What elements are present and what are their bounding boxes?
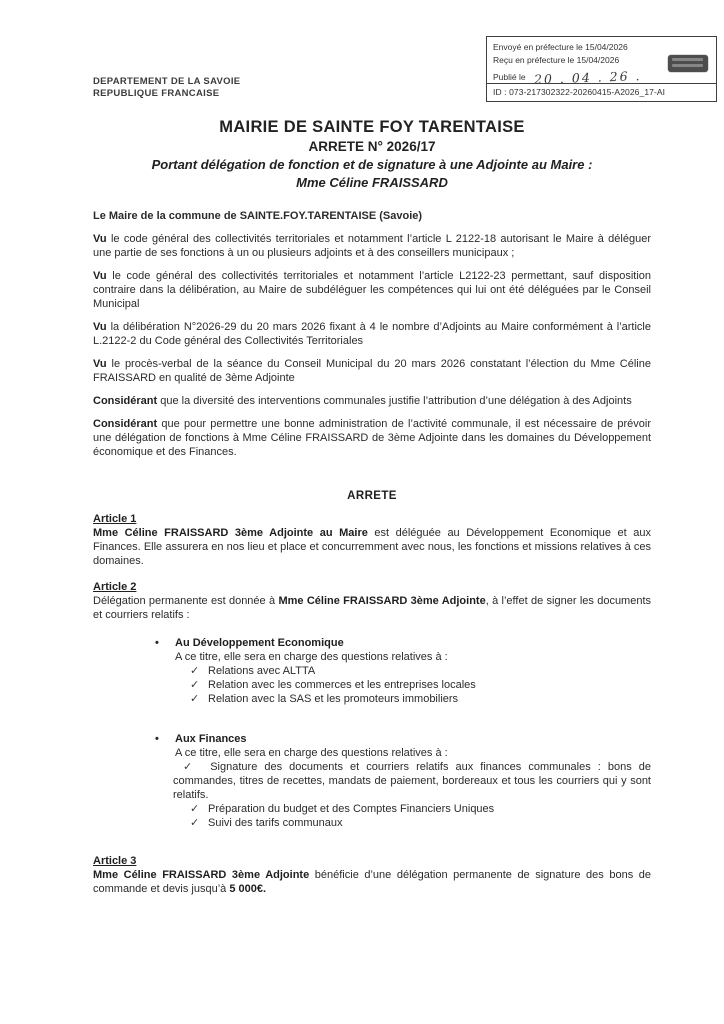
doc-title: MAIRIE DE SAINTE FOY TARENTAISE — [219, 118, 525, 136]
doc-subject-line2: Mme Céline FRAISSARD — [296, 175, 448, 190]
article-1-text — [93, 526, 651, 568]
article-1-heading: Article 1 — [93, 513, 137, 525]
delegation-eco-item-text: Relation avec la SAS et les promoteurs immobiliers — [208, 693, 459, 705]
delegation-finances-item-text: Préparation du budget et des Comptes Financiers Uniques — [208, 803, 495, 815]
article-2-post: , à l’effet de signer les documents et courriers relatifs : — [93, 595, 652, 621]
article-2-text — [93, 594, 651, 622]
delegation-finances-item-text: Signature des documents et courriers relatifs aux finances communales : bons de commandes, titres de recettes, mandats de paiement, bordereaux et tous les courriers qui y sont relatifs. — [173, 761, 651, 801]
doc-subject-line1: Portant délégation de fonction et de signature à une Adjointe au Maire : — [151, 157, 593, 172]
title-block — [93, 119, 651, 191]
vu-paragraph-3 — [93, 320, 651, 348]
check-icon: ✓ — [183, 761, 197, 773]
article-3-heading: Article 3 — [93, 855, 137, 867]
letterhead-republic: REPUBLIQUE FRANCAISE — [93, 87, 220, 99]
delegation-eco-item — [190, 692, 651, 706]
check-icon: ✓ — [190, 679, 200, 691]
vu-text: le code général des collectivités territoriales et notamment l’article L2122-23 permettant, sauf disposition contraire dans la délibération, au Maire de subdéléguer les compétences qui lui ont été déléguées par le Conseil Municipal — [93, 270, 651, 310]
document-id: ID : 073-217302322-20260415-A2026_17-AI — [487, 83, 716, 99]
vu-paragraph-4 — [93, 357, 651, 385]
check-icon: ✓ — [190, 693, 200, 705]
document-content — [0, 76, 724, 896]
prefecture-stamp-icon — [668, 55, 708, 72]
considerant-paragraph-1 — [93, 394, 651, 408]
delegation-eco-item-text: Relation avec les commerces et les entreprises locales — [208, 679, 476, 691]
check-icon: ✓ — [190, 665, 200, 677]
vu-lead: Vu — [93, 321, 107, 333]
delegation-eco-item — [190, 664, 651, 678]
delegation-eco-subtitle: A ce titre, elle sera en charge des questions relatives à : — [175, 651, 448, 663]
delegation-eco-item-text: Relations avec ALTTA — [208, 665, 316, 677]
article-3-amount: 5 000€. — [229, 883, 267, 895]
delegation-eco-title-row — [155, 636, 651, 650]
delegation-finances-item-text: Suivi des tarifs communaux — [208, 817, 343, 829]
published-date-handwritten: 20 . 04 . 26 . — [533, 68, 642, 87]
document-body — [93, 209, 651, 896]
considerant-lead: Considérant — [93, 418, 158, 430]
sent-line: Envoyé en préfecture le 15/04/2026 — [493, 42, 628, 52]
delegation-eco-section — [93, 636, 651, 706]
considerant-text: que la diversité des interventions communales justifie l’attribution d’une délégation à des Adjoints — [157, 395, 632, 407]
prefecture-box — [486, 36, 717, 102]
check-icon: ✓ — [190, 817, 200, 829]
doc-number: ARRETE N° 2026/17 — [308, 139, 436, 154]
arrete-heading: ARRETE — [347, 490, 397, 502]
article-2-heading: Article 2 — [93, 581, 137, 593]
considerant-text: que pour permettre une bonne administration de l’activité communale, il est nécessaire de prévoir une délégation de fonctions à Mme Céline FRAISSARD de 3ème Adjointe dans les domaines du Développement économique et des Finances. — [93, 418, 651, 458]
vu-lead: Vu — [93, 270, 107, 282]
received-line: Reçu en préfecture le 15/04/2026 — [493, 55, 620, 65]
vu-text: la délibération N°2026-29 du 20 mars 2026 fixant à 4 le nombre d’Adjoints au Maire conformément à l’article L.2122-2 du Code général des Collectivités Territoriales — [93, 321, 651, 347]
delegation-finances-item — [190, 802, 651, 816]
bullet-icon: • — [155, 733, 159, 745]
vu-paragraph-2 — [93, 269, 651, 311]
delegation-eco-title: Au Développement Economique — [175, 637, 344, 649]
article-1-rest: est déléguée au Développement Economique et aux Finances. Elle assurera en nos lieu et place et concurremment avec nous, les fonctions et missions relatives à ces domaines. — [93, 527, 651, 567]
article-2-pre: Délégation permanente est donnée à — [93, 595, 279, 607]
vu-text: le procès-verbal de la séance du Conseil Municipal du 20 mars 2026 constatant l’élection du Mme Céline FRAISSARD en qualité de 3ème Adjointe — [93, 358, 651, 384]
published-label: Publié le — [493, 72, 526, 82]
article-3-text — [93, 868, 651, 896]
bullet-icon: • — [155, 637, 159, 649]
delegation-finances-title-row — [155, 732, 651, 746]
vu-lead: Vu — [93, 358, 107, 370]
delegation-finances-title: Aux Finances — [175, 733, 247, 745]
delegation-finances-item — [173, 760, 651, 802]
considerant-paragraph-2 — [93, 417, 651, 459]
article-2-bold: Mme Céline FRAISSARD 3ème Adjointe — [278, 595, 486, 607]
vu-paragraph-1 — [93, 232, 651, 260]
delegation-finances-section — [93, 732, 651, 830]
considerant-lead: Considérant — [93, 395, 158, 407]
delegation-eco-item — [190, 678, 651, 692]
check-icon: ✓ — [190, 803, 200, 815]
delegation-finances-subtitle: A ce titre, elle sera en charge des questions relatives à : — [175, 747, 448, 759]
intro-line: Le Maire de la commune de SAINTE.FOY.TARENTAISE (Savoie) — [93, 210, 423, 222]
vu-text: le code général des collectivités territoriales et notamment l’article L 2122-18 autorisant le Maire à déléguer une partie de ses fonctions à un ou plusieurs adjoints et à des conseillers municipaux ; — [93, 233, 651, 259]
vu-lead: Vu — [93, 233, 107, 245]
article-3-bold: Mme Céline FRAISSARD 3ème Adjointe — [93, 869, 310, 881]
article-1-bold: Mme Céline FRAISSARD 3ème Adjointe au Maire — [93, 527, 368, 539]
article-3-mid: bénéficie d’une délégation permanente de signature des bons de commande et devis jusqu’à — [93, 869, 651, 895]
letterhead-department: DEPARTEMENT DE LA SAVOIE — [93, 76, 241, 87]
prefecture-box-rows — [487, 37, 716, 87]
delegation-finances-item — [190, 816, 651, 830]
